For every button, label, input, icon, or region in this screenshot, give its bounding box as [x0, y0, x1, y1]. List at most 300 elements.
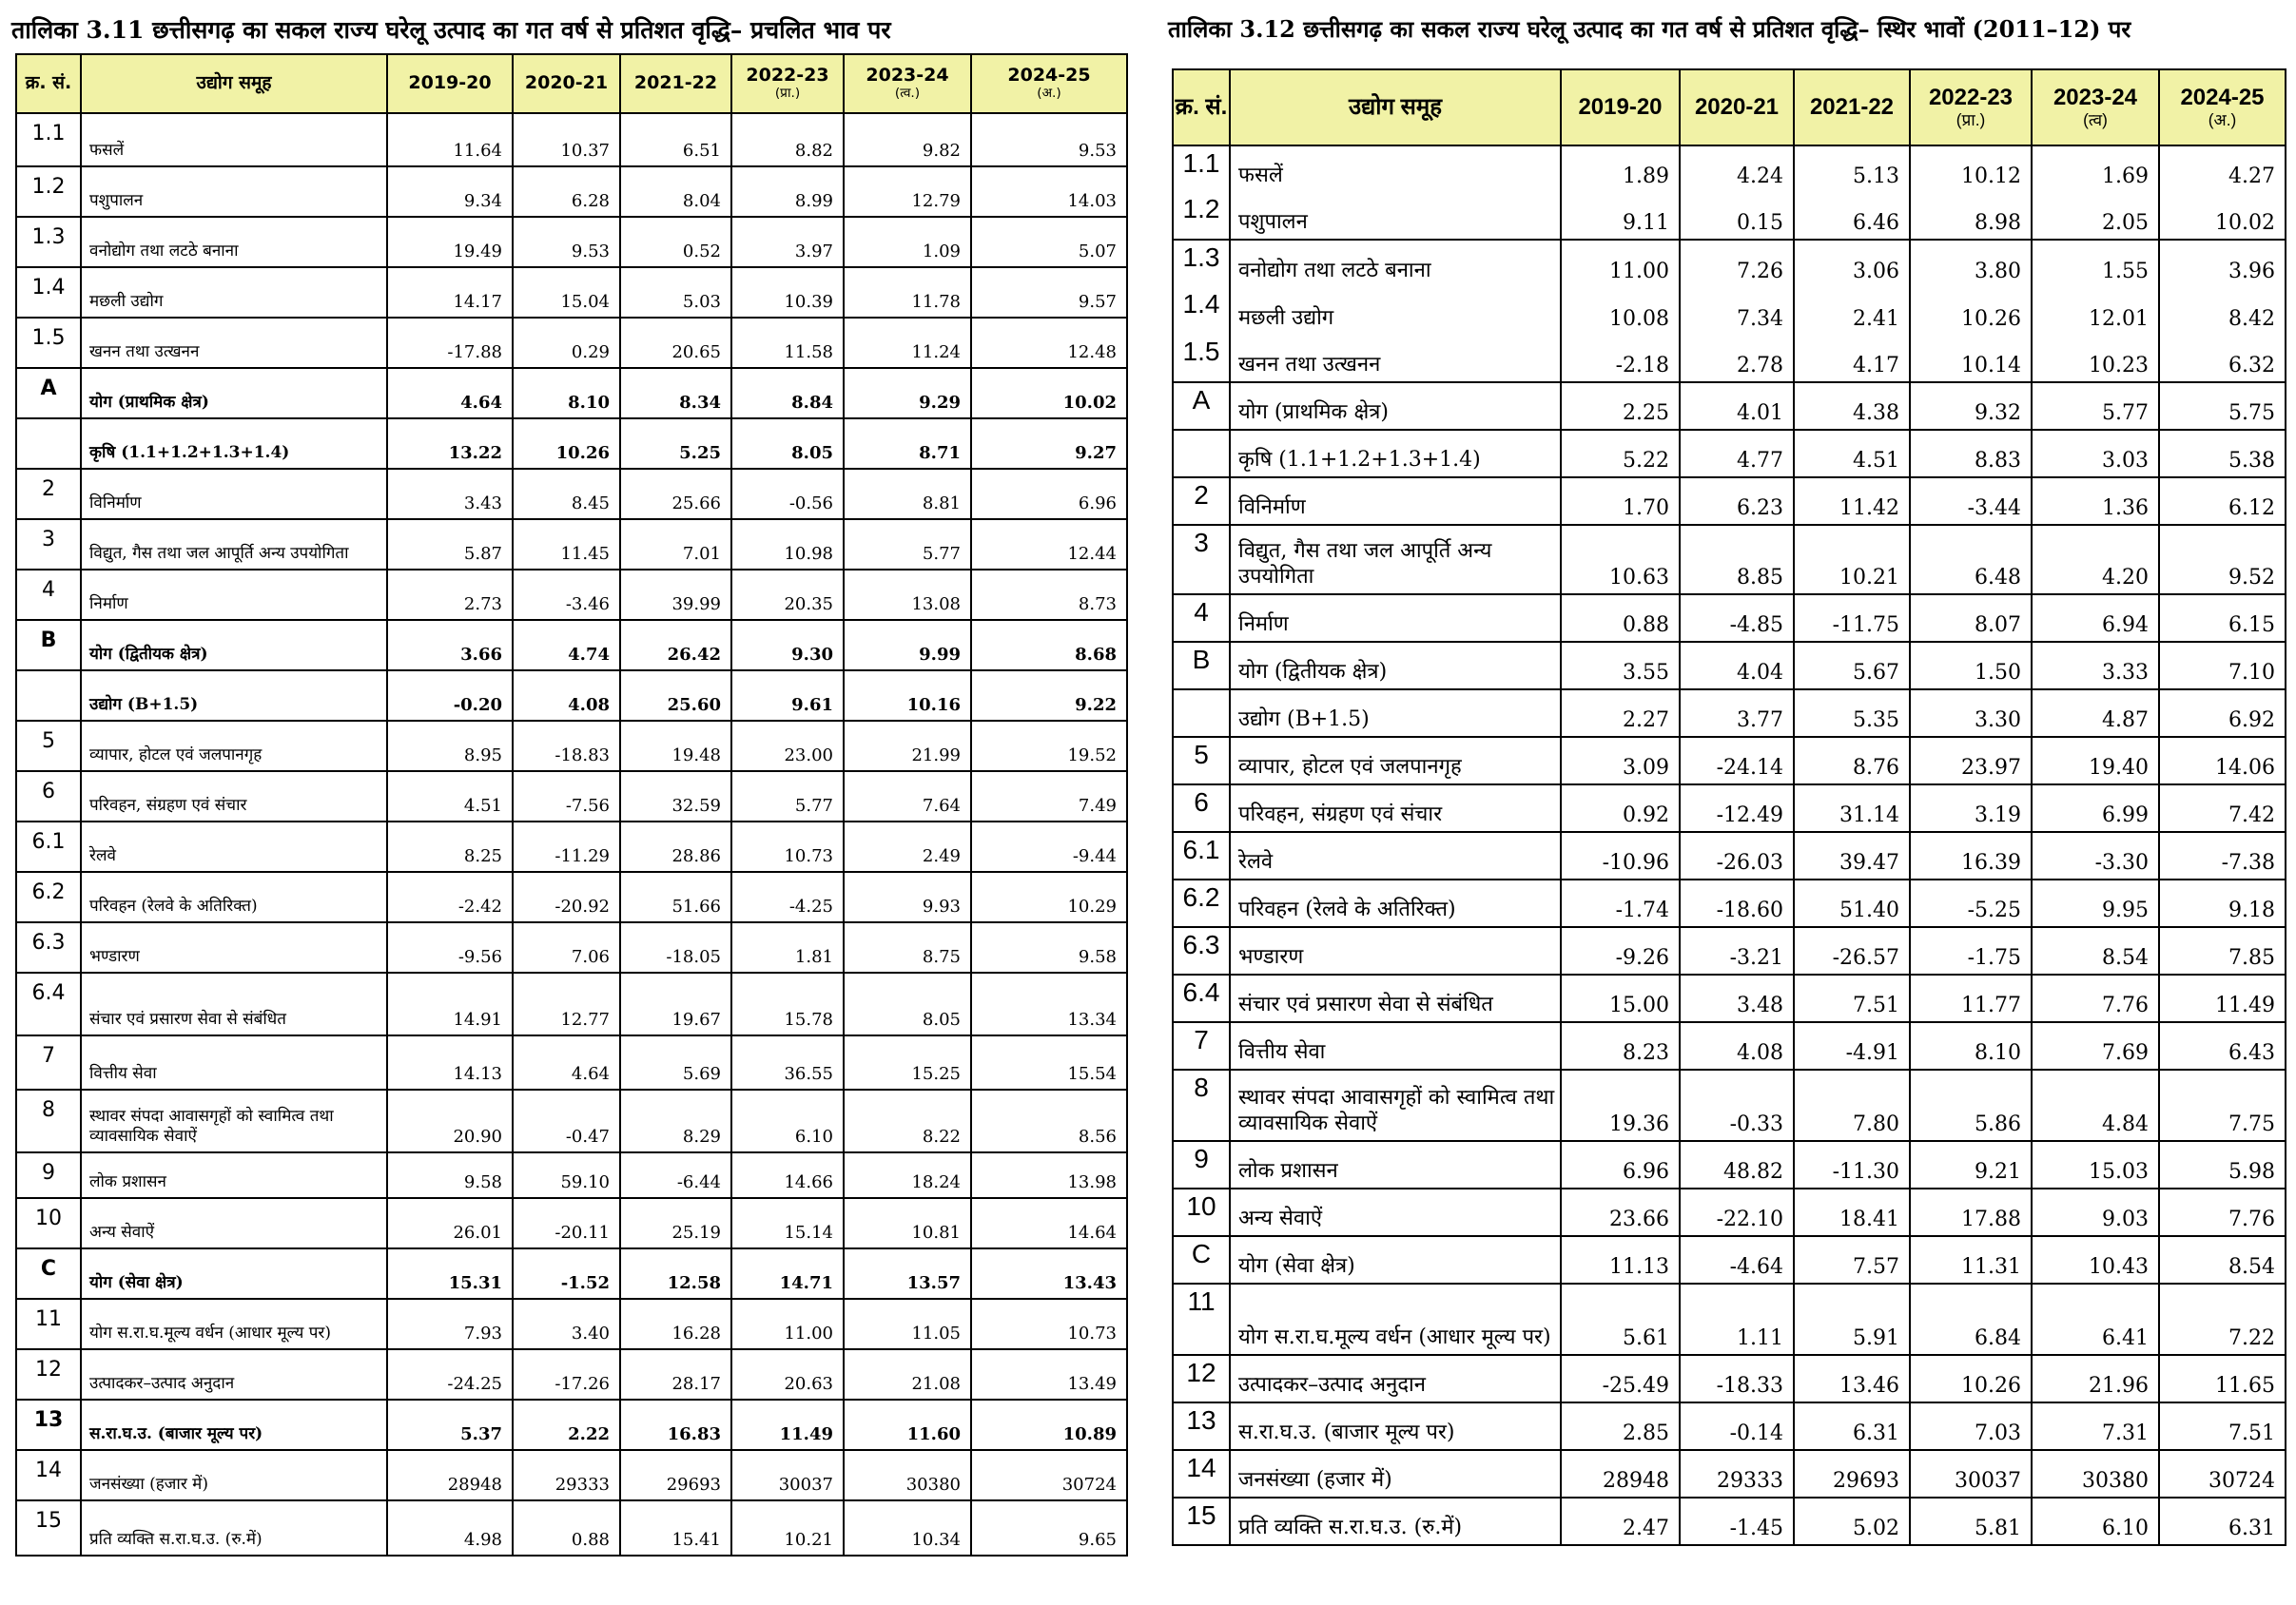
growth-value: 4.51: [387, 771, 513, 822]
growth-value: -26.03: [1680, 832, 1794, 880]
growth-table-constant-prices: [1172, 68, 2286, 1546]
table-row: [1173, 1450, 2286, 1498]
growth-value: 5.75: [2159, 382, 2286, 430]
serial-number: [16, 418, 81, 469]
growth-value: 20.65: [620, 318, 731, 368]
serial-number: 6.3: [1173, 927, 1230, 975]
growth-value: 19.40: [2032, 737, 2159, 784]
table-row: [16, 973, 1127, 1035]
growth-value: 3.96: [2159, 240, 2286, 287]
growth-value: 10.81: [844, 1198, 971, 1248]
growth-value: 9.21: [1910, 1141, 2032, 1189]
table-row: [16, 1198, 1127, 1248]
growth-value: 2.05: [2032, 192, 2159, 240]
growth-value: 8.07: [1910, 594, 2032, 642]
serial-header: क्र. सं.: [1173, 69, 1230, 145]
growth-value: 5.81: [1910, 1498, 2032, 1545]
growth-value: 8.34: [620, 368, 731, 418]
growth-value: 36.55: [731, 1035, 844, 1090]
table-row: [1173, 1355, 2286, 1402]
industry-group: मछली उद्योग: [81, 267, 387, 318]
growth-value: 10.63: [1561, 525, 1680, 594]
serial-number: 1.5: [16, 318, 81, 368]
growth-value: 11.31: [1910, 1236, 2032, 1284]
growth-value: 14.91: [387, 973, 513, 1035]
growth-value: -9.44: [971, 822, 1127, 872]
year-header: 2022-23 (प्रा.): [1910, 69, 2032, 145]
growth-value: 10.26: [1910, 287, 2032, 335]
growth-value: 10.02: [971, 368, 1127, 418]
growth-value: 1.09: [844, 217, 971, 267]
industry-group: योग स.रा.घ.मूल्य वर्धन (आधार मूल्य पर): [81, 1299, 387, 1349]
serial-number: 1.1: [1173, 145, 1230, 192]
industry-group: संचार एवं प्रसारण सेवा से संबंधित: [1230, 975, 1561, 1022]
serial-number: 2: [1173, 477, 1230, 525]
serial-number: 9: [1173, 1141, 1230, 1189]
growth-value: -18.83: [513, 721, 620, 771]
growth-value: 17.88: [1910, 1189, 2032, 1236]
growth-value: 8.42: [2159, 287, 2286, 335]
growth-value: 7.49: [971, 771, 1127, 822]
growth-value: 30724: [2159, 1450, 2286, 1498]
growth-value: 9.34: [387, 166, 513, 217]
industry-group: योग (सेवा क्षेत्र): [1230, 1236, 1561, 1284]
growth-value: 8.05: [844, 973, 971, 1035]
year-header: 2019-20: [1561, 69, 1680, 145]
growth-value: 15.31: [387, 1248, 513, 1299]
growth-value: 8.76: [1794, 737, 1910, 784]
industry-group: संचार एवं प्रसारण सेवा से संबंधित: [81, 973, 387, 1035]
growth-value: 12.77: [513, 973, 620, 1035]
growth-value: -7.38: [2159, 832, 2286, 880]
industry-group: जनसंख्या (हजार में): [81, 1450, 387, 1500]
serial-number: [1173, 430, 1230, 477]
growth-value: 2.49: [844, 822, 971, 872]
serial-number: 8: [1173, 1070, 1230, 1141]
table-row: [1173, 525, 2286, 594]
growth-value: 28948: [387, 1450, 513, 1500]
growth-value: 3.43: [387, 469, 513, 519]
growth-value: 6.28: [513, 166, 620, 217]
industry-group: निर्माण: [1230, 594, 1561, 642]
growth-value: -3.30: [2032, 832, 2159, 880]
growth-value: 11.60: [844, 1400, 971, 1450]
table-row: [16, 922, 1127, 973]
growth-value: 39.99: [620, 570, 731, 620]
growth-value: 11.24: [844, 318, 971, 368]
industry-group: अन्य सेवाऐं: [1230, 1189, 1561, 1236]
table-row: [16, 1299, 1127, 1349]
growth-value: -1.75: [1910, 927, 2032, 975]
industry-group: योग स.रा.घ.मूल्य वर्धन (आधार मूल्य पर): [1230, 1284, 1561, 1355]
growth-value: 26.01: [387, 1198, 513, 1248]
industry-group: वित्तीय सेवा: [81, 1035, 387, 1090]
serial-number: 9: [16, 1152, 81, 1198]
growth-value: 5.77: [2032, 382, 2159, 430]
industry-group: उद्योग (B+1.5): [81, 670, 387, 721]
serial-number: 1.4: [1173, 287, 1230, 335]
table-row: [16, 368, 1127, 418]
serial-number: 5: [1173, 737, 1230, 784]
industry-group: निर्माण: [81, 570, 387, 620]
table-row: [1173, 382, 2286, 430]
industry-group: योग (सेवा क्षेत्र): [81, 1248, 387, 1299]
growth-value: 9.27: [971, 418, 1127, 469]
growth-value: 4.38: [1794, 382, 1910, 430]
serial-number: 12: [16, 1349, 81, 1400]
growth-value: 9.03: [2032, 1189, 2159, 1236]
serial-number: 1.2: [16, 166, 81, 217]
growth-value: 8.10: [513, 368, 620, 418]
growth-value: 8.54: [2032, 927, 2159, 975]
serial-number: 6.3: [16, 922, 81, 973]
year-header: 2020-21: [513, 54, 620, 113]
growth-value: 14.64: [971, 1198, 1127, 1248]
growth-value: 4.27: [2159, 145, 2286, 192]
industry-group: योग (प्राथमिक क्षेत्र): [1230, 382, 1561, 430]
growth-value: -2.42: [387, 872, 513, 922]
growth-value: 15.25: [844, 1035, 971, 1090]
growth-value: 8.56: [971, 1090, 1127, 1152]
serial-number: 2: [16, 469, 81, 519]
serial-number: B: [1173, 642, 1230, 689]
table-row: [1173, 335, 2286, 382]
growth-value: 32.59: [620, 771, 731, 822]
table-row: [1173, 430, 2286, 477]
serial-number: 6.4: [16, 973, 81, 1035]
growth-value: 13.57: [844, 1248, 971, 1299]
growth-value: 11.00: [731, 1299, 844, 1349]
growth-value: 10.89: [971, 1400, 1127, 1450]
growth-value: 5.13: [1794, 145, 1910, 192]
growth-value: 5.02: [1794, 1498, 1910, 1545]
industry-group: भण्डारण: [81, 922, 387, 973]
industry-group: रेलवे: [81, 822, 387, 872]
serial-number: 6: [1173, 784, 1230, 832]
growth-value: 29333: [1680, 1450, 1794, 1498]
table-row: [1173, 1236, 2286, 1284]
growth-value: 23.97: [1910, 737, 2032, 784]
serial-number: 10: [16, 1198, 81, 1248]
growth-value: 6.84: [1910, 1284, 2032, 1355]
table-row: [16, 771, 1127, 822]
growth-value: 7.76: [2159, 1189, 2286, 1236]
growth-value: 1.36: [2032, 477, 2159, 525]
growth-value: 10.16: [844, 670, 971, 721]
growth-value: 8.05: [731, 418, 844, 469]
table-row: [1173, 975, 2286, 1022]
table-row: [16, 217, 1127, 267]
table-row: [1173, 642, 2286, 689]
growth-value: 19.67: [620, 973, 731, 1035]
year-header: 2023-24 (त्व.): [844, 54, 971, 113]
growth-value: 8.29: [620, 1090, 731, 1152]
growth-value: 9.11: [1561, 192, 1680, 240]
industry-group: कृषि (1.1+1.2+1.3+1.4): [81, 418, 387, 469]
growth-value: 10.26: [1910, 1355, 2032, 1402]
industry-group: प्रति व्यक्ति स.रा.घ.उ. (रु.में): [1230, 1498, 1561, 1545]
growth-value: 8.95: [387, 721, 513, 771]
growth-value: 1.50: [1910, 642, 2032, 689]
table-row: [16, 1400, 1127, 1450]
industry-group: वित्तीय सेवा: [1230, 1022, 1561, 1070]
growth-value: 5.22: [1561, 430, 1680, 477]
growth-value: -5.25: [1910, 880, 2032, 927]
industry-group: योग (द्वितीयक क्षेत्र): [81, 620, 387, 670]
growth-value: 4.17: [1794, 335, 1910, 382]
industry-group: उद्योग (B+1.5): [1230, 689, 1561, 737]
growth-value: 19.36: [1561, 1070, 1680, 1141]
growth-value: 6.94: [2032, 594, 2159, 642]
growth-value: 5.77: [731, 771, 844, 822]
growth-value: -6.44: [620, 1152, 731, 1198]
growth-value: 10.43: [2032, 1236, 2159, 1284]
growth-value: -1.45: [1680, 1498, 1794, 1545]
growth-value: 18.24: [844, 1152, 971, 1198]
growth-value: -2.18: [1561, 335, 1680, 382]
growth-value: 13.49: [971, 1349, 1127, 1400]
growth-value: 5.25: [620, 418, 731, 469]
growth-value: 20.63: [731, 1349, 844, 1400]
growth-value: 9.22: [971, 670, 1127, 721]
serial-header: क्र. सं.: [16, 54, 81, 113]
industry-group: उत्पादकर–उत्पाद अनुदान: [1230, 1355, 1561, 1402]
growth-value: 6.10: [731, 1090, 844, 1152]
table-row: [1173, 1070, 2286, 1141]
growth-value: 3.97: [731, 217, 844, 267]
serial-number: 7: [16, 1035, 81, 1090]
growth-value: 8.04: [620, 166, 731, 217]
growth-value: 10.21: [1794, 525, 1910, 594]
growth-value: -1.52: [513, 1248, 620, 1299]
table-row: [16, 519, 1127, 570]
growth-value: 5.03: [620, 267, 731, 318]
growth-value: 13.34: [971, 973, 1127, 1035]
table-row: [16, 318, 1127, 368]
growth-value: 6.23: [1680, 477, 1794, 525]
growth-value: -10.96: [1561, 832, 1680, 880]
growth-value: 14.03: [971, 166, 1127, 217]
growth-value: 4.98: [387, 1500, 513, 1556]
growth-value: 14.71: [731, 1248, 844, 1299]
table-row: [1173, 689, 2286, 737]
serial-number: 15: [1173, 1498, 1230, 1545]
growth-value: 7.42: [2159, 784, 2286, 832]
serial-number: 6.1: [16, 822, 81, 872]
growth-value: 7.34: [1680, 287, 1794, 335]
industry-group: उत्पादकर–उत्पाद अनुदान: [81, 1349, 387, 1400]
growth-value: -24.14: [1680, 737, 1794, 784]
growth-value: 0.29: [513, 318, 620, 368]
growth-value: 20.35: [731, 570, 844, 620]
growth-value: 5.07: [971, 217, 1127, 267]
growth-value: 1.69: [2032, 145, 2159, 192]
growth-value: 16.28: [620, 1299, 731, 1349]
growth-value: 10.02: [2159, 192, 2286, 240]
growth-value: 29333: [513, 1450, 620, 1500]
serial-number: 6: [16, 771, 81, 822]
growth-value: 10.39: [731, 267, 844, 318]
table-row: [1173, 240, 2286, 287]
growth-value: 5.69: [620, 1035, 731, 1090]
serial-number: 1.1: [16, 113, 81, 166]
growth-value: 11.58: [731, 318, 844, 368]
growth-value: 13.46: [1794, 1355, 1910, 1402]
serial-number: 4: [1173, 594, 1230, 642]
growth-value: 5.38: [2159, 430, 2286, 477]
growth-value: 8.98: [1910, 192, 2032, 240]
growth-value: 5.87: [387, 519, 513, 570]
growth-value: 8.68: [971, 620, 1127, 670]
year-header: 2021-22: [620, 54, 731, 113]
serial-number: 6.1: [1173, 832, 1230, 880]
growth-value: 3.19: [1910, 784, 2032, 832]
industry-group: जनसंख्या (हजार में): [1230, 1450, 1561, 1498]
growth-value: 7.85: [2159, 927, 2286, 975]
growth-value: 15.00: [1561, 975, 1680, 1022]
growth-value: 7.51: [1794, 975, 1910, 1022]
table-row: [1173, 927, 2286, 975]
growth-value: 8.25: [387, 822, 513, 872]
table-title: तालिका 3.11 छत्तीसगढ़ का सकल राज्य घरेलू उत्पाद का गत वर्ष से प्रतिशत वृद्धि– प्रचलित भाव पर: [11, 16, 891, 44]
serial-number: 1.5: [1173, 335, 1230, 382]
growth-value: -11.75: [1794, 594, 1910, 642]
growth-value: 4.51: [1794, 430, 1910, 477]
industry-group: परिवहन (रेलवे के अतिरिक्त): [1230, 880, 1561, 927]
growth-value: 23.00: [731, 721, 844, 771]
growth-value: 9.58: [387, 1152, 513, 1198]
table-row: [16, 670, 1127, 721]
growth-value: 10.98: [731, 519, 844, 570]
growth-value: 7.22: [2159, 1284, 2286, 1355]
growth-value: 3.40: [513, 1299, 620, 1349]
growth-value: 0.52: [620, 217, 731, 267]
table-row: [16, 113, 1127, 166]
growth-value: 0.88: [1561, 594, 1680, 642]
growth-value: 5.98: [2159, 1141, 2286, 1189]
growth-value: 12.48: [971, 318, 1127, 368]
growth-value: 11.49: [731, 1400, 844, 1450]
table-row: [1173, 287, 2286, 335]
table-row: [1173, 1022, 2286, 1070]
growth-value: -17.88: [387, 318, 513, 368]
table-row: [16, 1090, 1127, 1152]
table-row: [1173, 832, 2286, 880]
table-row: [16, 1450, 1127, 1500]
table-row: [1173, 1402, 2286, 1450]
growth-value: 11.42: [1794, 477, 1910, 525]
growth-value: 2.27: [1561, 689, 1680, 737]
growth-value: 6.10: [2032, 1498, 2159, 1545]
industry-group: स्थावर संपदा आवासगृहों को स्वामित्व तथा व्यावसायिक सेवाऐं: [1230, 1070, 1561, 1141]
growth-value: 9.93: [844, 872, 971, 922]
growth-value: 7.01: [620, 519, 731, 570]
growth-value: 6.96: [971, 469, 1127, 519]
industry-group: कृषि (1.1+1.2+1.3+1.4): [1230, 430, 1561, 477]
growth-value: 4.87: [2032, 689, 2159, 737]
growth-value: 6.46: [1794, 192, 1910, 240]
growth-value: 13.43: [971, 1248, 1127, 1299]
growth-value: -0.47: [513, 1090, 620, 1152]
growth-value: 6.31: [2159, 1498, 2286, 1545]
growth-value: 6.32: [2159, 335, 2286, 382]
serial-number: 3: [1173, 525, 1230, 594]
growth-value: 18.41: [1794, 1189, 1910, 1236]
growth-value: 3.48: [1680, 975, 1794, 1022]
serial-number: 6.2: [16, 872, 81, 922]
serial-number: 11: [1173, 1284, 1230, 1355]
growth-value: -17.26: [513, 1349, 620, 1400]
growth-value: 15.41: [620, 1500, 731, 1556]
growth-value: 3.33: [2032, 642, 2159, 689]
industry-group: खनन तथा उत्खनन: [81, 318, 387, 368]
growth-value: 8.23: [1561, 1022, 1680, 1070]
industry-group: स.रा.घ.उ. (बाजार मूल्य पर): [1230, 1402, 1561, 1450]
growth-value: 21.99: [844, 721, 971, 771]
growth-value: 2.47: [1561, 1498, 1680, 1545]
growth-value: 11.77: [1910, 975, 2032, 1022]
growth-value: 6.99: [2032, 784, 2159, 832]
growth-value: 10.08: [1561, 287, 1680, 335]
growth-value: 8.83: [1910, 430, 2032, 477]
growth-value: -11.29: [513, 822, 620, 872]
growth-value: 8.85: [1680, 525, 1794, 594]
growth-value: 6.12: [2159, 477, 2286, 525]
growth-value: -0.56: [731, 469, 844, 519]
growth-value: 7.31: [2032, 1402, 2159, 1450]
growth-value: 14.13: [387, 1035, 513, 1090]
growth-value: 0.92: [1561, 784, 1680, 832]
growth-value: 26.42: [620, 620, 731, 670]
growth-value: 51.66: [620, 872, 731, 922]
growth-value: 5.35: [1794, 689, 1910, 737]
growth-value: 13.98: [971, 1152, 1127, 1198]
growth-value: 11.64: [387, 113, 513, 166]
table-row: [16, 822, 1127, 872]
growth-value: -20.92: [513, 872, 620, 922]
growth-value: 29693: [620, 1450, 731, 1500]
growth-value: 8.71: [844, 418, 971, 469]
growth-value: 11.05: [844, 1299, 971, 1349]
table-row: [16, 1349, 1127, 1400]
growth-value: 9.57: [971, 267, 1127, 318]
growth-value: 8.10: [1910, 1022, 2032, 1070]
growth-value: 7.75: [2159, 1070, 2286, 1141]
growth-value: -7.56: [513, 771, 620, 822]
growth-value: 6.96: [1561, 1141, 1680, 1189]
table-row: [1173, 1498, 2286, 1545]
growth-value: 2.25: [1561, 382, 1680, 430]
growth-value: 9.53: [513, 217, 620, 267]
growth-value: 19.49: [387, 217, 513, 267]
table-title: तालिका 3.12 छत्तीसगढ़ का सकल राज्य घरेलू उत्पाद का गत वर्ष से प्रतिशत वृद्धि– स्थिर भावों (2011–12) पर: [1168, 15, 2131, 43]
growth-value: 7.93: [387, 1299, 513, 1349]
table-row: [1173, 784, 2286, 832]
growth-value: 39.47: [1794, 832, 1910, 880]
serial-number: 1.2: [1173, 192, 1230, 240]
serial-number: A: [16, 368, 81, 418]
growth-value: 15.04: [513, 267, 620, 318]
growth-value: 10.34: [844, 1500, 971, 1556]
growth-value: 6.48: [1910, 525, 2032, 594]
growth-value: 9.52: [2159, 525, 2286, 594]
growth-value: 3.55: [1561, 642, 1680, 689]
growth-value: 1.89: [1561, 145, 1680, 192]
growth-value: 2.73: [387, 570, 513, 620]
growth-value: 8.22: [844, 1090, 971, 1152]
growth-value: -18.05: [620, 922, 731, 973]
industry-group: वनोद्योग तथा लटठे बनाना: [1230, 240, 1561, 287]
